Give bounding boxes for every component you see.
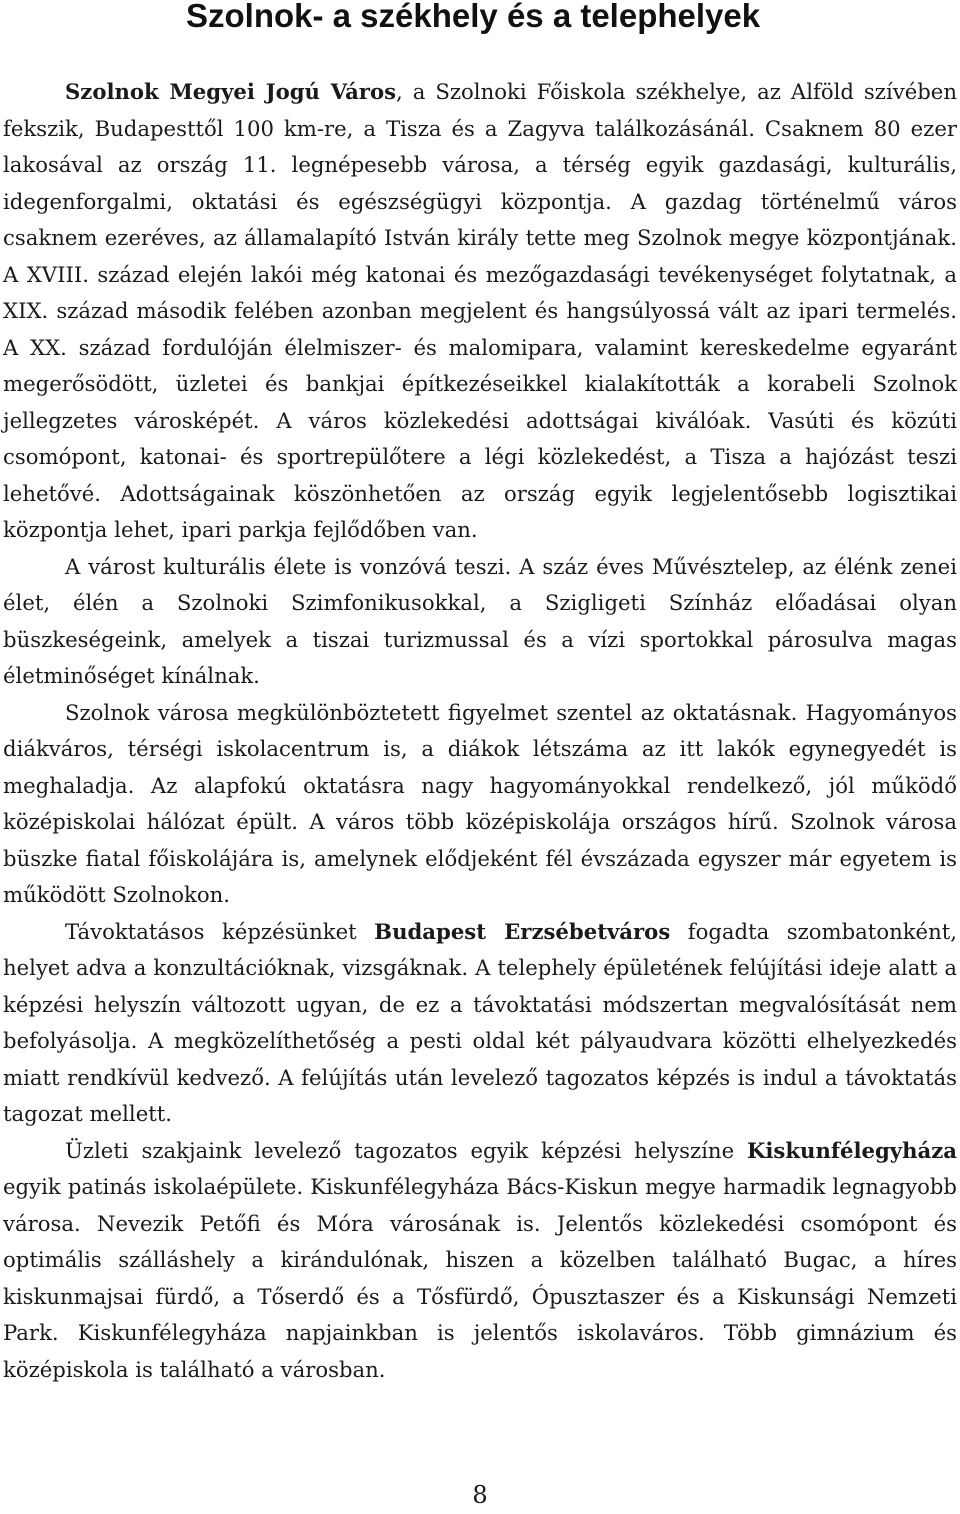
paragraph-budapest-site (3, 914, 957, 1133)
body-text (3, 74, 957, 1388)
paragraph-lead: Távoktatásos képzésünket (65, 918, 375, 944)
paragraph-text: egyik patinás iskolaépülete. Kiskunfélegyháza Bács-Kiskun megye harmadik legnagyobb városa. Nevezik Petőfi és Móra városának is. Jelentős közlekedési csomópont és optimális szálláshely a kirándulónak, hiszen a közelben található Bugac, a híres kiskunmajsai fürdő, a Tőserdő és a Tősfürdő, Ópusztaszer és a Kiskunsági Nemzeti Park. Kiskunfélegyháza napjainkban is jelentős iskolaváros. Több gimnázium és középiskola is található a városban. (3, 1174, 957, 1382)
page-number: 8 (472, 1481, 488, 1509)
paragraph-culture (3, 549, 957, 695)
bold-site-name: Kiskunfélegyháza (746, 1137, 957, 1163)
paragraph-education (3, 695, 957, 914)
paragraph-text: , a Szolnoki Főiskola székhelye, az Alföld szívében fekszik, Budapesttől 100 km-re, a Tisza és a Zagyva találkozásánál. Csaknem 80 ezer lakosával az ország 11. legnépesebb városa, a térség egyik gazdasági, kulturális, idegenforgalmi, oktatási és egészségügyi központja. A gazdag történelmű város csaknem ezeréves, az államalapító István király tette meg Szolnok megye központjának. A XVIII. század elején lakói még katonai és mezőgazdasági tevékenységet folytatnak, a XIX. század második felében azonban megjelent és hangsúlyossá vált az ipari termelés. A XX. század fordulóján élelmiszer- és malomipara, valamint kereskedelme egyaránt megerősödött, üzletei és bankjai építkezéseikkel kialakították a korabeli Szolnok jellegzetes városképét. A város közlekedési adottságai kiválóak. Vasúti és közúti csomópont, katonai- és sportrepülőtere a légi közlekedést, a Tisza a hajózást teszi lehetővé. Adottságainak köszönhetően az ország egyik legjelentősebb logisztikai központja lehet, ipari parkja fejlődőben van. (3, 79, 957, 542)
bold-site-name: Budapest Erzsébetváros (374, 918, 671, 944)
page-title: Szolnok- a székhely és a telephelyek (186, 0, 761, 34)
paragraph-lead: Üzleti szakjaink levelező tagozatos egyik képzési helyszíne (65, 1137, 747, 1163)
paragraph-text: Szolnok városa megkülönböztetett figyelmet szentel az oktatásnak. Hagyományos diákváros, térségi iskolacentrum is, a diákok létszáma az itt lakók egynegyedét is meghaladja. Az alapfokú oktatásra nagy hagyományokkal rendelkező, jól működő középiskolai hálózat épült. A város több középiskolája országos hírű. Szolnok városa büszke fiatal főiskolájára is, amelynek elődjeként fél évszázada egyszer már egyetem is működött Szolnokon. (3, 699, 957, 907)
bold-city-name: Szolnok Megyei Jogú Város (65, 79, 397, 104)
paragraph-text: fogadta szombatonként, helyet adva a konzultációknak, vizsgáknak. A telephely épületének felújítási ideje alatt a képzési helyszín változott ugyan, de ez a távoktatási módszertan megvalósítását nem befolyásolja. A megközelíthetőség a pesti oldal két pályaudvara közötti elhelyezkedés miatt rendkívül kedvező. A felújítás után levelező tagozatos képzés is indul a távoktatás tagozat mellett. (3, 918, 957, 1126)
paragraph-text: A várost kulturális élete is vonzóvá teszi. A száz éves Művésztelep, az élénk zenei élet, élén a Szolnoki Szimfonikusokkal, a Szigligeti Színház előadásai olyan büszkeségeink, amelyek a tiszai turizmussal és a vízi sportokkal párosulva magas életminőséget kínálnak. (3, 553, 957, 688)
paragraph-szolnok-intro (3, 74, 957, 549)
paragraph-kiskunfelegyhaza-site (3, 1133, 957, 1389)
